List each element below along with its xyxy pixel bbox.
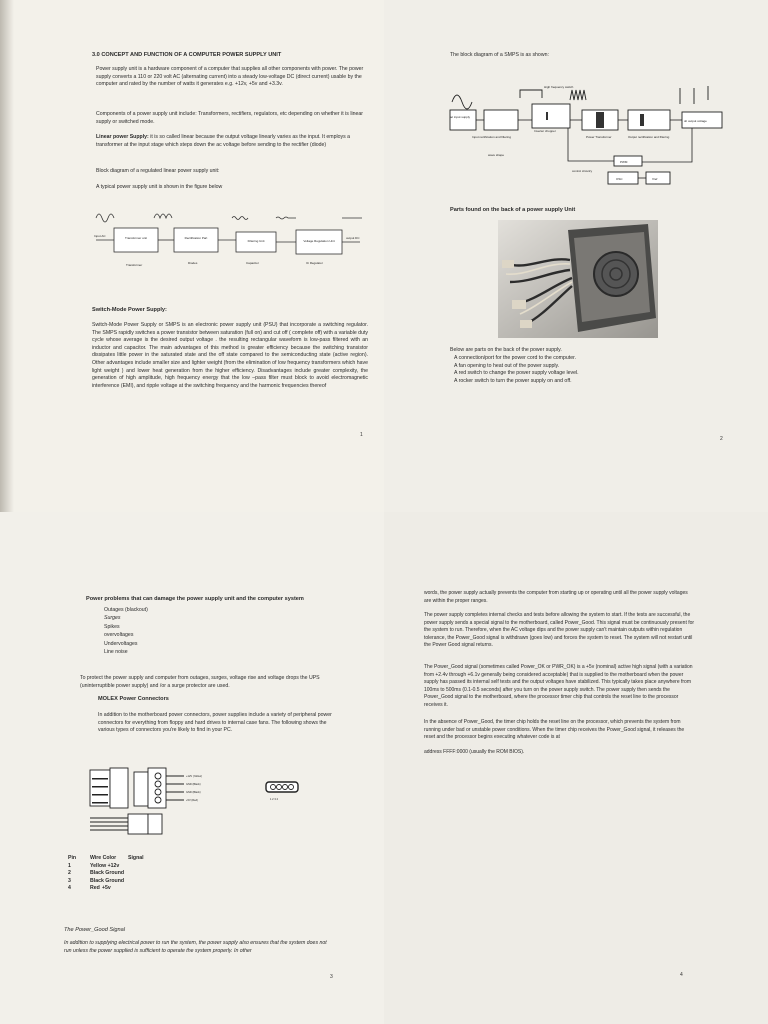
fan-grille-icon (594, 252, 638, 296)
smps-waveforms (452, 86, 708, 109)
waveform-icons (96, 214, 362, 222)
table-header (68, 855, 144, 863)
label-pwm: PWM (620, 160, 628, 164)
label-ac-input: ac input supply (450, 115, 471, 119)
psu-back-photo (498, 220, 658, 338)
pin-numbers: 1 2 3 4 (270, 798, 278, 801)
list-item: overvoltages (104, 632, 134, 639)
photo-caption: Parts found on the back of a power supply Unit (450, 207, 576, 213)
pin-label-5v: +5V (Red) (186, 799, 198, 802)
component-diodes: Diodes (188, 261, 198, 265)
paragraph-internal-checks: The power supply completes internal checks and tests before allowing the system to start. If the tests are successful, the power supply sends a special signal to the motherboard, called Power_Good. This signal must be continuously present for the system to run. Therefore, when the AC voltage dips and the power supply can't maintain outputs within regulation tolerance, the Power_Good signal is withdrawn (goes low) and forces the system to reset. The system will not restart until the Power Good signal returns. (424, 612, 695, 649)
label-transformer: Power Transformer (586, 135, 612, 139)
table-header-cell: Pin (68, 855, 77, 861)
label-osc: OSC (616, 177, 623, 181)
linear-text: it is so called linear because the output voltage linearly varies as the input. It employs a transformer at the input stage which steps down the ac voltage before sending to the rectifier (diode) (96, 134, 351, 148)
list-item: A connection/port for the power cord to the computer. (454, 355, 576, 361)
table-cell: 3 (68, 877, 71, 884)
pin-label-12v: +12V (Yellow) (186, 775, 202, 778)
label-dc-output: dc output voltage (684, 119, 707, 123)
pin-label-gnd: GND (Black) (186, 791, 201, 794)
page-number: 2 (720, 436, 723, 442)
pinout-table (68, 855, 144, 893)
page-4 (384, 512, 768, 1024)
table-cell: Yellow (90, 862, 107, 869)
block-rectification: Rectification Part (184, 236, 208, 240)
output-dc-label: output DC (346, 236, 360, 240)
label-wave-shape: wave shape (488, 153, 505, 157)
label-high-freq: High frequency switch (544, 85, 574, 89)
list-item: Surges (104, 615, 121, 622)
list-item: Undervoltages (104, 640, 138, 647)
smps-paragraph: Switch-Mode Power Supply or SMPS is an electronic power supply unit (PSU) that incorporate a switching regulator. The SMPS rapidly switches a power transistor between saturation (full on) and cut off ( complete off) with a variable duty cycle whose average is the desired output voltage . the resulting rectangular waveform is low-pass filtered with an inductor and capacitor. The main advantages of this method is greater efficiency because the switching transistor dissipates little power in the saturated state and the off state compared to the semiconducting state (active region). Other advantages include smaller size and lighter weight (from the elimination of low frequency transformers which have light weight ) and lower heat generation from the higher efficiency. Disadvantages include greater complexity, the generation of high amplitude, high frequency energy that the low –pass filter must block to avoid electromagnetic interference (EMI), and ripple voltage at the switching frequency and the harmonic frequencies thereof (92, 322, 368, 389)
label-control: control circuitry (572, 169, 593, 173)
molex-connector (502, 260, 514, 268)
label-output-rect: Output rectification and filtering (628, 135, 670, 139)
table-cell: Ground (105, 870, 125, 877)
table-row (68, 878, 144, 886)
table-cell: Red (90, 885, 100, 892)
power-good-heading: The Power_Good Signal (64, 927, 125, 933)
paragraph-block-diagram-caption: Block diagram of a regulated linear power supply unit: (96, 168, 220, 174)
smps-heading: Switch-Mode Power Supply: (92, 307, 167, 313)
molex-heading: MOLEX Power Connectors (98, 696, 169, 702)
paragraph-address: address FFFF:0000 (usually the ROM BIOS). (424, 749, 525, 755)
list-item: A rocker switch to turn the power supply on and off. (454, 377, 572, 384)
smps-diagram-caption: The block diagram of a SMPS is as shown: (450, 52, 549, 58)
paragraph-components: Components of a power supply unit include: Transformers, rectifiers, regulators, etc depending on whether it is linear supply or switched mode. (96, 111, 364, 125)
component-transformer: Transformer (126, 263, 143, 267)
paragraph-words: words, the power supply actually prevents the computer from starting up or operating until all the power supply voltages are within the proper ranges. (424, 590, 688, 604)
block-regulation: Voltage Regulation Unit (303, 239, 335, 243)
list-item: A fan opening to heat out of the power supply. (454, 362, 560, 369)
table-cell: +12v (107, 862, 120, 869)
table-row (68, 870, 144, 878)
list-item: A red switch to change the power supply voltage level. (454, 370, 579, 377)
table-header-cell: Signal (128, 855, 144, 861)
power-good-paragraph: In addition to supplying electrical power to run the system, the power supply also ensures that the system does not run unless the power supplied is sufficient to operate the system properly. In other (64, 940, 327, 954)
linear-label: Linear power Supply: (96, 134, 149, 140)
pin-label-gnd: GND (Black) (186, 783, 201, 786)
page-number: 3 (330, 974, 333, 980)
paragraph-figure-caption: A typical power supply unit is shown in the figure below (96, 184, 223, 190)
protection-paragraph: To protect the power supply and computer from outages, surges, voltage rise and voltage drops the UPS (uninterruptible power supply) and /or a surge protector are used. (80, 675, 320, 689)
label-input-rect: Input rectification and filtering (472, 135, 512, 139)
page-number: 4 (680, 972, 683, 978)
block-filtering: Filtering Unit (247, 239, 265, 243)
table-cell: 2 (68, 870, 71, 877)
table-cell: Ground (105, 877, 125, 884)
page-3 (0, 512, 384, 1024)
component-capacitor: Capacitor (246, 261, 259, 265)
smps-block-diagram (448, 78, 728, 186)
page-1 (0, 0, 384, 512)
parts-list (454, 355, 579, 385)
parts-intro: Below are parts on the back of the power supply. (450, 347, 562, 353)
label-inverter: Inverter chopper (534, 129, 556, 133)
list-item: Line noise (104, 649, 128, 656)
table-cell: Black (90, 877, 104, 884)
paragraph-linear (96, 134, 368, 149)
page-number: 1 (360, 432, 363, 438)
table-cell: 4 (68, 885, 71, 892)
table-cell: 1 (68, 862, 71, 869)
table-row (68, 885, 144, 893)
linear-psu-block-diagram (92, 208, 372, 278)
table-row (68, 863, 144, 871)
input-ac-label: Input AC (94, 234, 106, 238)
page-shadow (0, 0, 14, 512)
list-item: Spikes (104, 623, 120, 630)
table-cell: Black (90, 870, 104, 877)
section-heading: 3.0 CONCEPT AND FUNCTION OF A COMPUTER POWER SUPPLY UNIT (92, 52, 282, 58)
page-2 (384, 0, 768, 512)
label-vref: Vref (652, 177, 658, 181)
table-cell: +5v (102, 885, 111, 892)
power-problems-heading: Power problems that can damage the power supply unit and the computer system (86, 596, 304, 602)
molex-connector-diagram (88, 766, 308, 844)
list-item: Outages (blackout) (104, 607, 148, 613)
paragraph-power-good-definition: The Power_Good signal (sometimes called Power_OK or PWR_OK) is a +5v (nominal) active high signal (with a variation from +2.4v through +6.1v generally being considered acceptable) that is supplied to the motherboard when the power supply has passed its internal self tests and the output voltages have stabilized. This typically takes place anywhere from 100ms to 500ms (0.1-0.5 seconds) after you turn on the power supply switch. The power supply then sends the Power_Good signal to the motherboard, where the processor timer chip that controls the reset line to the processor receives it. (424, 664, 693, 708)
component-ic-regulator: IC Regulator (306, 261, 323, 265)
paragraph-psu-definition: Power supply unit is a hardware component of a computer that supplies all other components with power. The power supply converts a 110 or 220 volt AC (alternating current) into a steady low-voltage DC (direct current) usable by the computer and rated by the number of watts it generates e.g. +12v, +5v and +3.3v. (96, 66, 364, 88)
molex-paragraph: In addition to the motherboard power connectors, power supplies include a variety of peripheral power connectors for everything from floppy and hard drives to internal case fans. The following shows the various types of connectors you're likely to find in your PC. (98, 712, 332, 734)
block-transformer: Transformer unit (125, 236, 147, 240)
table-header-cell: Wire Color (90, 855, 117, 861)
paragraph-absence: In the absence of Power_Good, the timer chip holds the reset line on the processor, which prevents the system from running under bad or unstable power conditions. When the timer chip receives the Power_Good signal, it releases the reset and the processor begins executing whatever code is at (424, 719, 685, 741)
problems-list (104, 606, 148, 656)
smps-text-labels (450, 85, 707, 181)
